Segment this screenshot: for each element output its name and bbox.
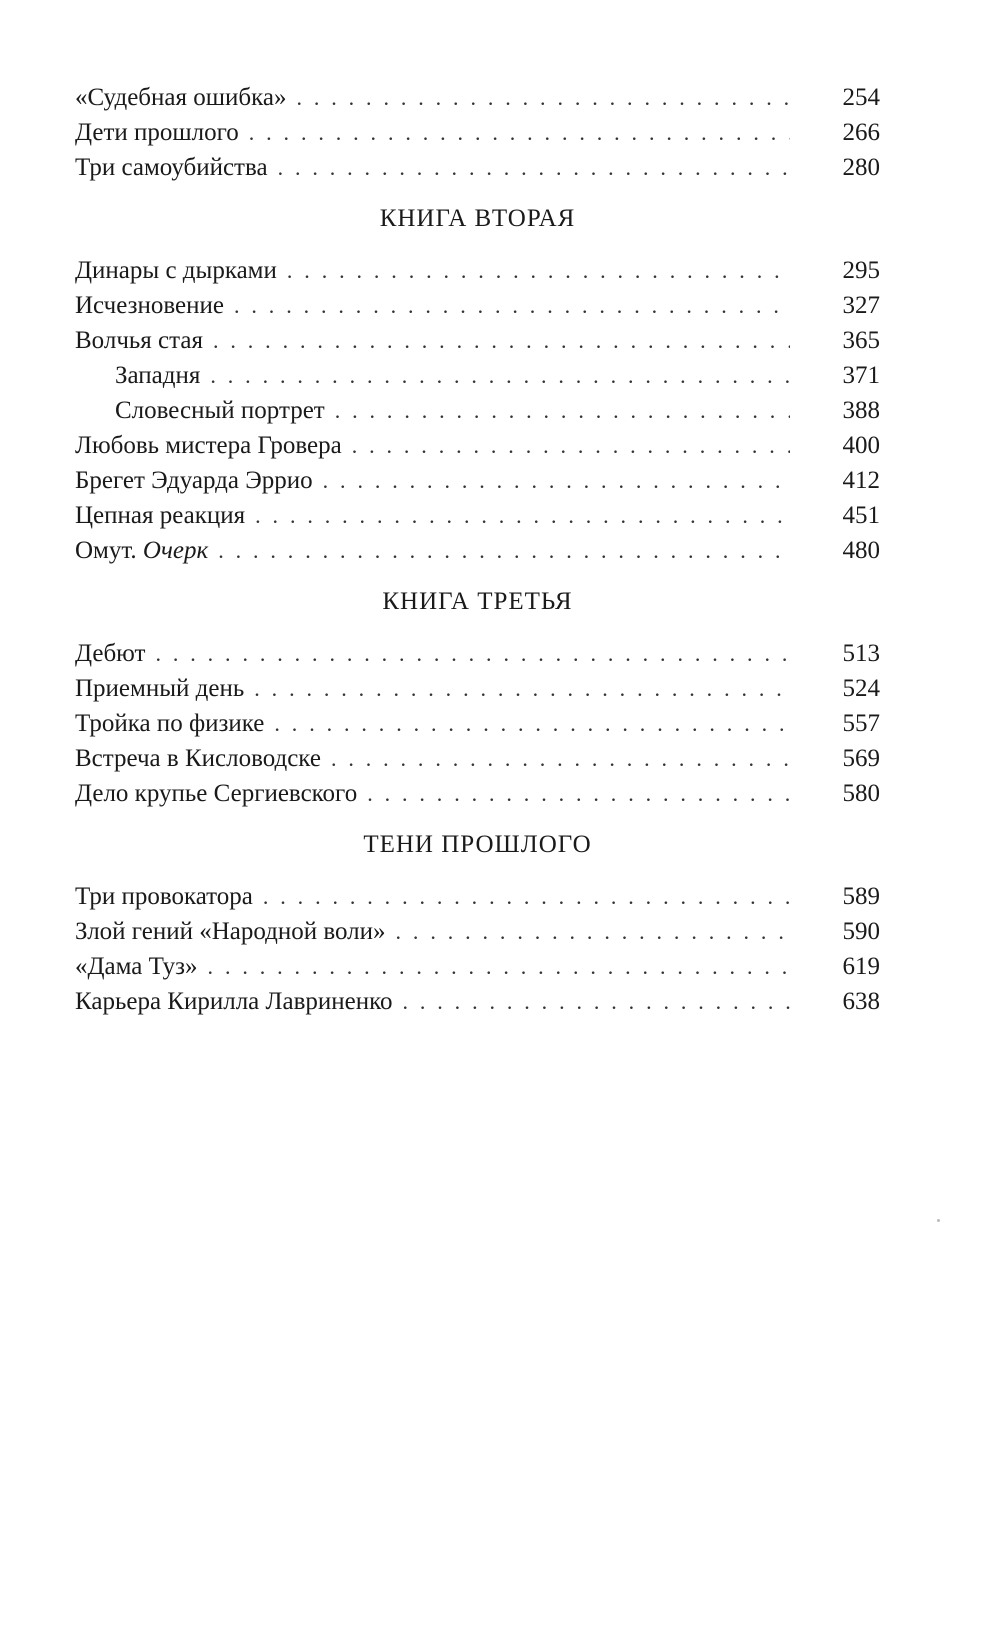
- toc-entry: [75, 498, 880, 533]
- toc-entry-title: [75, 533, 208, 568]
- toc-entry-page: 371: [842, 362, 880, 389]
- dot-leader: [274, 706, 790, 741]
- toc-entry: [75, 671, 880, 706]
- section-heading: КНИГА ВТОРАЯ: [379, 205, 576, 232]
- toc-entry-title: Приемный день: [75, 675, 245, 702]
- dot-leader: [331, 741, 790, 776]
- toc-entry: [75, 879, 880, 914]
- toc-entry-title: Исчезновение: [75, 292, 224, 319]
- toc-entry-page: 619: [842, 953, 880, 980]
- toc-entry-page: 524: [842, 675, 880, 702]
- toc-entry-page: 266: [842, 119, 880, 146]
- table-of-contents: [75, 80, 880, 1019]
- toc-entry-title: Словесный портрет: [115, 397, 325, 424]
- toc-entry-title: Цепная реакция: [75, 502, 246, 529]
- dot-leader: [155, 636, 790, 671]
- toc-entry: [75, 741, 880, 776]
- toc-entry-title: «Судебная ошибка»: [75, 84, 287, 111]
- toc-entry-page: 412: [842, 467, 880, 494]
- toc-entry: [75, 636, 880, 671]
- toc-entry-title: Дети прошлого: [75, 119, 239, 146]
- toc-group-continued: [75, 80, 880, 185]
- toc-entry: [75, 463, 880, 498]
- toc-entry-title: Волчья стая: [75, 327, 203, 354]
- dot-leader: [254, 671, 790, 706]
- dot-leader: [278, 150, 790, 185]
- dot-leader: [208, 949, 790, 984]
- toc-entry-title: Дебют: [75, 640, 146, 667]
- toc-entry-page: 400: [842, 432, 880, 459]
- dot-leader: [249, 115, 790, 150]
- toc-entry: [75, 776, 880, 811]
- toc-entry-page: 589: [842, 883, 880, 910]
- toc-entry-title: Динары с дырками: [75, 257, 277, 284]
- toc-entry-title: Карьера Кирилла Лавриненко: [75, 988, 393, 1015]
- toc-entry-page: 365: [842, 327, 880, 354]
- toc-entry-title: Любовь мистера Гровера: [75, 432, 342, 459]
- toc-entry-page: 557: [842, 710, 880, 737]
- toc-entry-title-main: Омут.: [75, 537, 137, 564]
- toc-entry-genre: Очерк: [142, 537, 209, 564]
- toc-entry-page: 580: [842, 780, 880, 807]
- toc-entry-title: Три провокатора: [75, 883, 253, 910]
- toc-entry-page: 388: [842, 397, 880, 424]
- toc-entry: [75, 706, 880, 741]
- dot-leader: [352, 428, 790, 463]
- toc-entry-title: Тройка по физике: [75, 710, 265, 737]
- toc-entry-title: Злой гений «Народной воли»: [75, 918, 386, 945]
- toc-entry: [75, 323, 880, 358]
- dot-leader: [218, 533, 790, 568]
- toc-entry-page: 280: [842, 154, 880, 181]
- toc-entry-title: Дело крупье Сергиевского: [75, 780, 358, 807]
- section-heading: ТЕНИ ПРОШЛОГО: [363, 831, 592, 858]
- toc-subentry: [75, 393, 880, 428]
- dot-leader: [335, 393, 790, 428]
- toc-entry-page: 569: [842, 745, 880, 772]
- toc-entry-page: 327: [842, 292, 880, 319]
- toc-entry-page: 513: [842, 640, 880, 667]
- toc-entry: [75, 984, 880, 1019]
- toc-entry-title: Брегет Эдуарда Эррио: [75, 467, 313, 494]
- dot-leader: [296, 80, 790, 115]
- toc-entry-page: 638: [842, 988, 880, 1015]
- toc-entry-page: 590: [842, 918, 880, 945]
- toc-entry: [75, 428, 880, 463]
- toc-entry-title: «Дама Туз»: [75, 953, 198, 980]
- dot-leader: [323, 463, 790, 498]
- toc-entry: [75, 115, 880, 150]
- toc-entry: [75, 80, 880, 115]
- toc-entry: [75, 914, 880, 949]
- toc-entry: [75, 949, 880, 984]
- section-heading: КНИГА ТРЕТЬЯ: [382, 588, 573, 615]
- toc-entry-title: Встреча в Кисловодске: [75, 745, 321, 772]
- toc-entry-page: 480: [842, 537, 880, 564]
- dot-leader: [287, 253, 790, 288]
- toc-entry: [75, 533, 880, 568]
- toc-entry: [75, 150, 880, 185]
- toc-section-book-three: [75, 636, 880, 811]
- dot-leader: [234, 288, 790, 323]
- toc-entry-page: 295: [842, 257, 880, 284]
- dot-leader: [263, 879, 790, 914]
- toc-entry-title: Три самоубийства: [75, 154, 268, 181]
- toc-entry: [75, 253, 880, 288]
- dot-leader: [210, 358, 790, 393]
- toc-section-book-two: [75, 253, 880, 568]
- toc-entry-page: 254: [842, 84, 880, 111]
- toc-entry: [75, 288, 880, 323]
- dot-leader: [213, 323, 790, 358]
- dot-leader: [255, 498, 790, 533]
- toc-section-shadows-of-past: [75, 879, 880, 1019]
- print-speck: [937, 1219, 940, 1222]
- dot-leader: [402, 984, 790, 1019]
- dot-leader: [367, 776, 790, 811]
- dot-leader: [396, 914, 790, 949]
- toc-entry-title: Западня: [115, 362, 201, 389]
- toc-entry-page: 451: [842, 502, 880, 529]
- toc-subentry: [75, 358, 880, 393]
